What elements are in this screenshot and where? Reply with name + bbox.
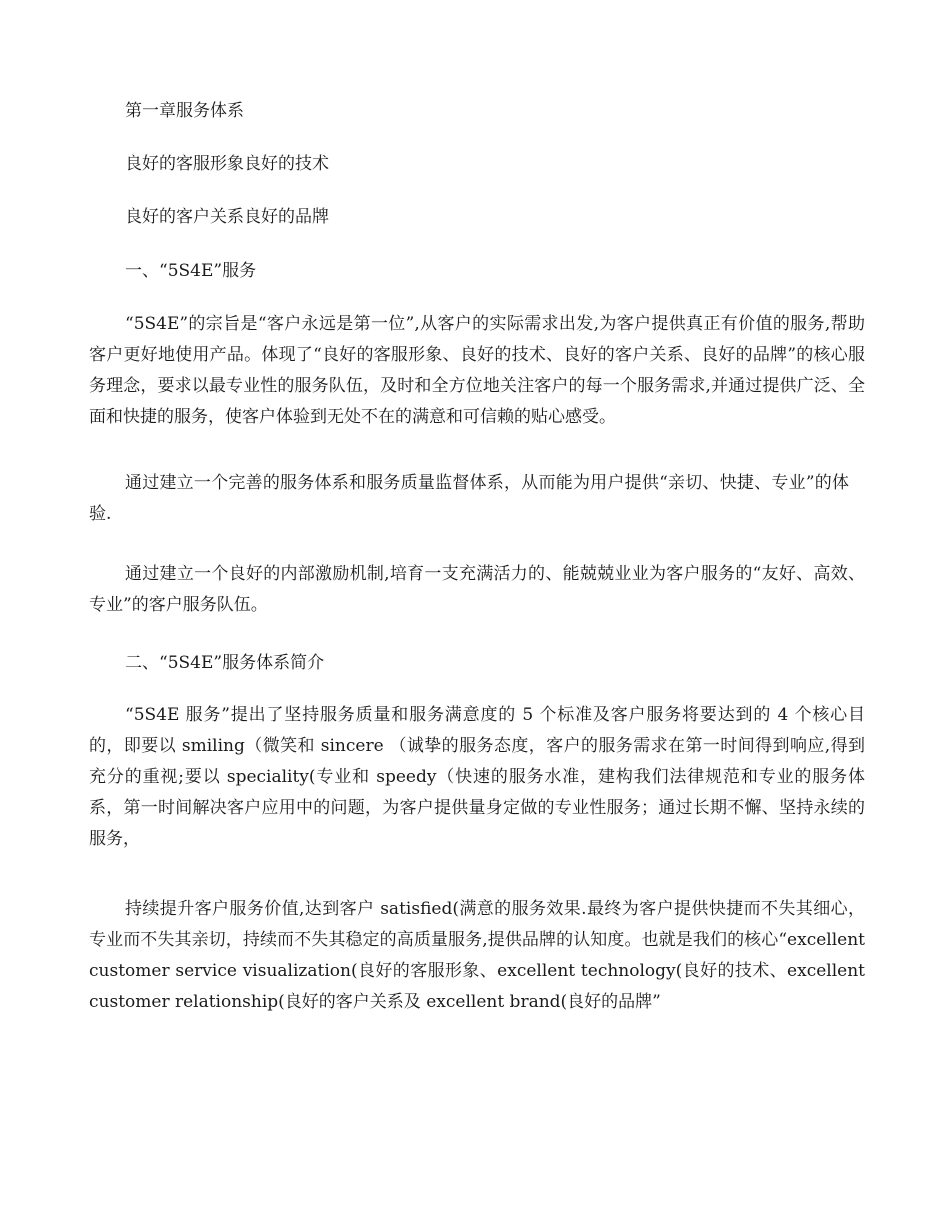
paragraph-incentive-mechanism: 通过建立一个良好的内部激励机制,培育一支充满活力的、能兢兢业业为客户服务的“友好、高效、专业”的客户服务队伍。 bbox=[89, 564, 865, 615]
paragraph-5s4e-standards: “5S4E 服务”提出了坚持服务质量和服务满意度的 5 个标准及客户服务将要达到的 4 个核心目的，即要以 smiling（微笑和 sincere （诚挚的服务态度，客户的服务需求在第一时间得到响应,得到充分的重视;要以 speciality(专业和 speedy（快速的服务水准，建构我们法律规范和专业的服务体系，第一时间解决客户应用中的问题，为客户提供量身定做的专业性服务；通过长期不懈、坚持永续的服务， bbox=[89, 705, 865, 849]
paragraph-relationship-brand: 良好的客户关系良好的品牌 bbox=[125, 207, 329, 227]
paragraph-continuous-improvement: 持续提升客户服务价值,达到客户 satisfied(满意的服务效果.最终为客户提供快捷而不失其细心，专业而不失其亲切，持续而不失其稳定的高质量服务,提供品牌的认知度。也就是我们的核心“excellent customer service visualization(良好的客服形象、excellent technology(良好的技术、excellent customer relationship(良好的客户关系及 excellent brand(良好的品牌” bbox=[89, 899, 865, 1012]
chapter-title: 第一章服务体系 bbox=[125, 101, 244, 121]
paragraph-5s4e-purpose: “5S4E”的宗旨是“客户永远是第一位”,从客户的实际需求出发,为客户提供真正有价值的服务,帮助客户更好地使用产品。体现了“良好的客服形象、良好的技术、良好的客户关系、良好的品牌”的核心服务理念，要求以最专业性的服务队伍，及时和全方位地关注客户的每一个服务需求,并通过提供广泛、全面和快捷的服务，使客户体验到无处不在的满意和可信赖的贴心感受。 bbox=[89, 314, 865, 427]
section-heading-2: 二、“5S4E”服务体系简介 bbox=[125, 653, 325, 673]
section-heading-1: 一、“5S4E”服务 bbox=[125, 261, 257, 281]
paragraph-service-tech: 良好的客服形象良好的技术 bbox=[125, 154, 329, 174]
paragraph-service-system: 通过建立一个完善的服务体系和服务质量监督体系，从而能为用户提供“亲切、快捷、专业”的体验. bbox=[89, 473, 849, 524]
